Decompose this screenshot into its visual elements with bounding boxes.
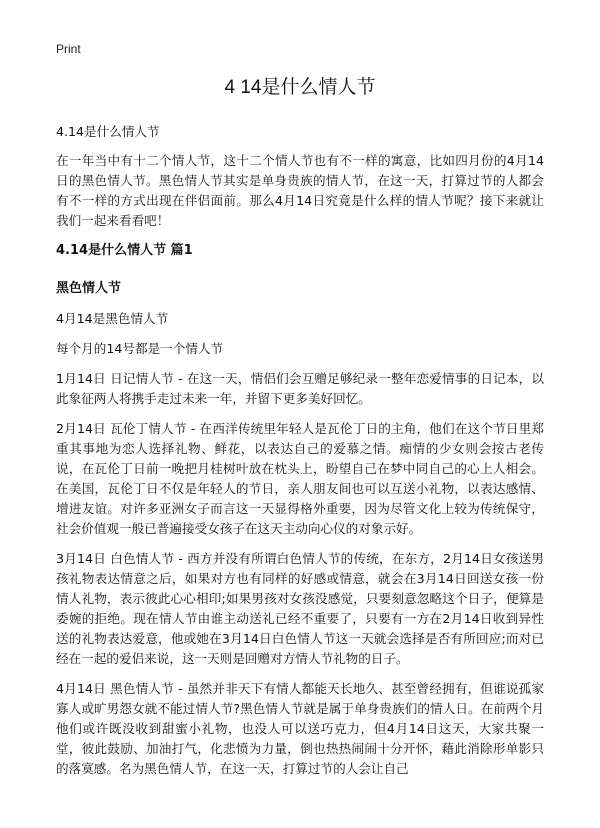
paragraph-january: 1月14日 日记情人节 - 在这一天，情侣们会互赠足够纪录一整年恋爱情事的日记本，以此象征两人将携手走过未来一年，并留下更多美好回忆。 — [56, 371, 544, 406]
intro-label: 4.14是什么情人节 — [56, 124, 160, 139]
subsection-heading: 黑色情人节 — [56, 281, 122, 296]
print-link[interactable]: Print — [56, 42, 81, 56]
paragraph-february: 2月14日 瓦伦丁情人节 - 在西洋传统里年轻人是瓦伦丁日的主角，他们在这个节日里郑重其事地为恋人选择礼物、鲜花，以表达自己的爱慕之情。痴情的少女则会按古老传说，在瓦伦丁日前一晚把月桂树叶放在枕头上，盼望自己在梦中同自己的心上人相会。在美国，瓦伦丁日不仅是年轻人的节日，亲人朋友间也可以互送小礼物，以表达感情、增进友谊。对许多亚洲女子而言这一天显得格外重要，因为尽管文化上较为传统保守，社会价值观一般已普遍接受女孩子在这天主动向心仪的对象示好。 — [56, 421, 544, 536]
body-line-1: 4月14是黑色情人节 — [56, 311, 169, 326]
page-title: 4 14是什么情人节 — [224, 77, 376, 98]
paragraph-april: 4月14日 黑色情人节 - 虽然并非天下有情人都能天长地久、甚至曾经拥有，但谁说孤家寡人或旷男怨女就不能过情人节?黑色情人节就是属于单身贵族们的情人日。在前两个月他们或许既没收到甜蜜小礼物，也没人可以送巧克力，但4月14日这天，大家共聚一堂，彼此鼓励、加油打气，化悲愤为力量，倒也热热闹闹十分开怀，藉此消除形单影只的落寞感。名为黑色情人节，在这一天，打算过节的人会让自己 — [56, 681, 544, 776]
intro-paragraph: 在一年当中有十二个情人节，这十二个情人节也有不一样的寓意，比如四月份的4月14日的黑色情人节。黑色情人节其实是单身贵族的情人节，在这一天，打算过节的人都会有不一样的方式出现在伴侣面前。那么4月14日究竟是什么样的情人节呢？接下来就让我们一起来看看吧！ — [56, 153, 544, 228]
section-heading: 4.14是什么情人节 篇1 — [56, 243, 193, 258]
body-line-2: 每个月的14号都是一个情人节 — [56, 341, 224, 356]
paragraph-march: 3月14日 白色情人节 - 西方并没有所谓白色情人节的传统，在东方，2月14日女孩送男孩礼物表达情意之后，如果对方也有同样的好感或情意，就会在3月14日回送女孩一份情人礼物，表示彼此心心相印;如果男孩对女孩没感觉，只要刻意忽略这个日子，便算是委婉的拒绝。现在情人节由谁主动送礼已经不重要了，只要有一方在2月14日收到异性送的礼物表达爱意，他或她在3月14日白色情人节这一天就会选择是否有所回应;而对已经在一起的爱侣来说，这一天则是回赠对方情人节礼物的日子。 — [56, 551, 544, 666]
